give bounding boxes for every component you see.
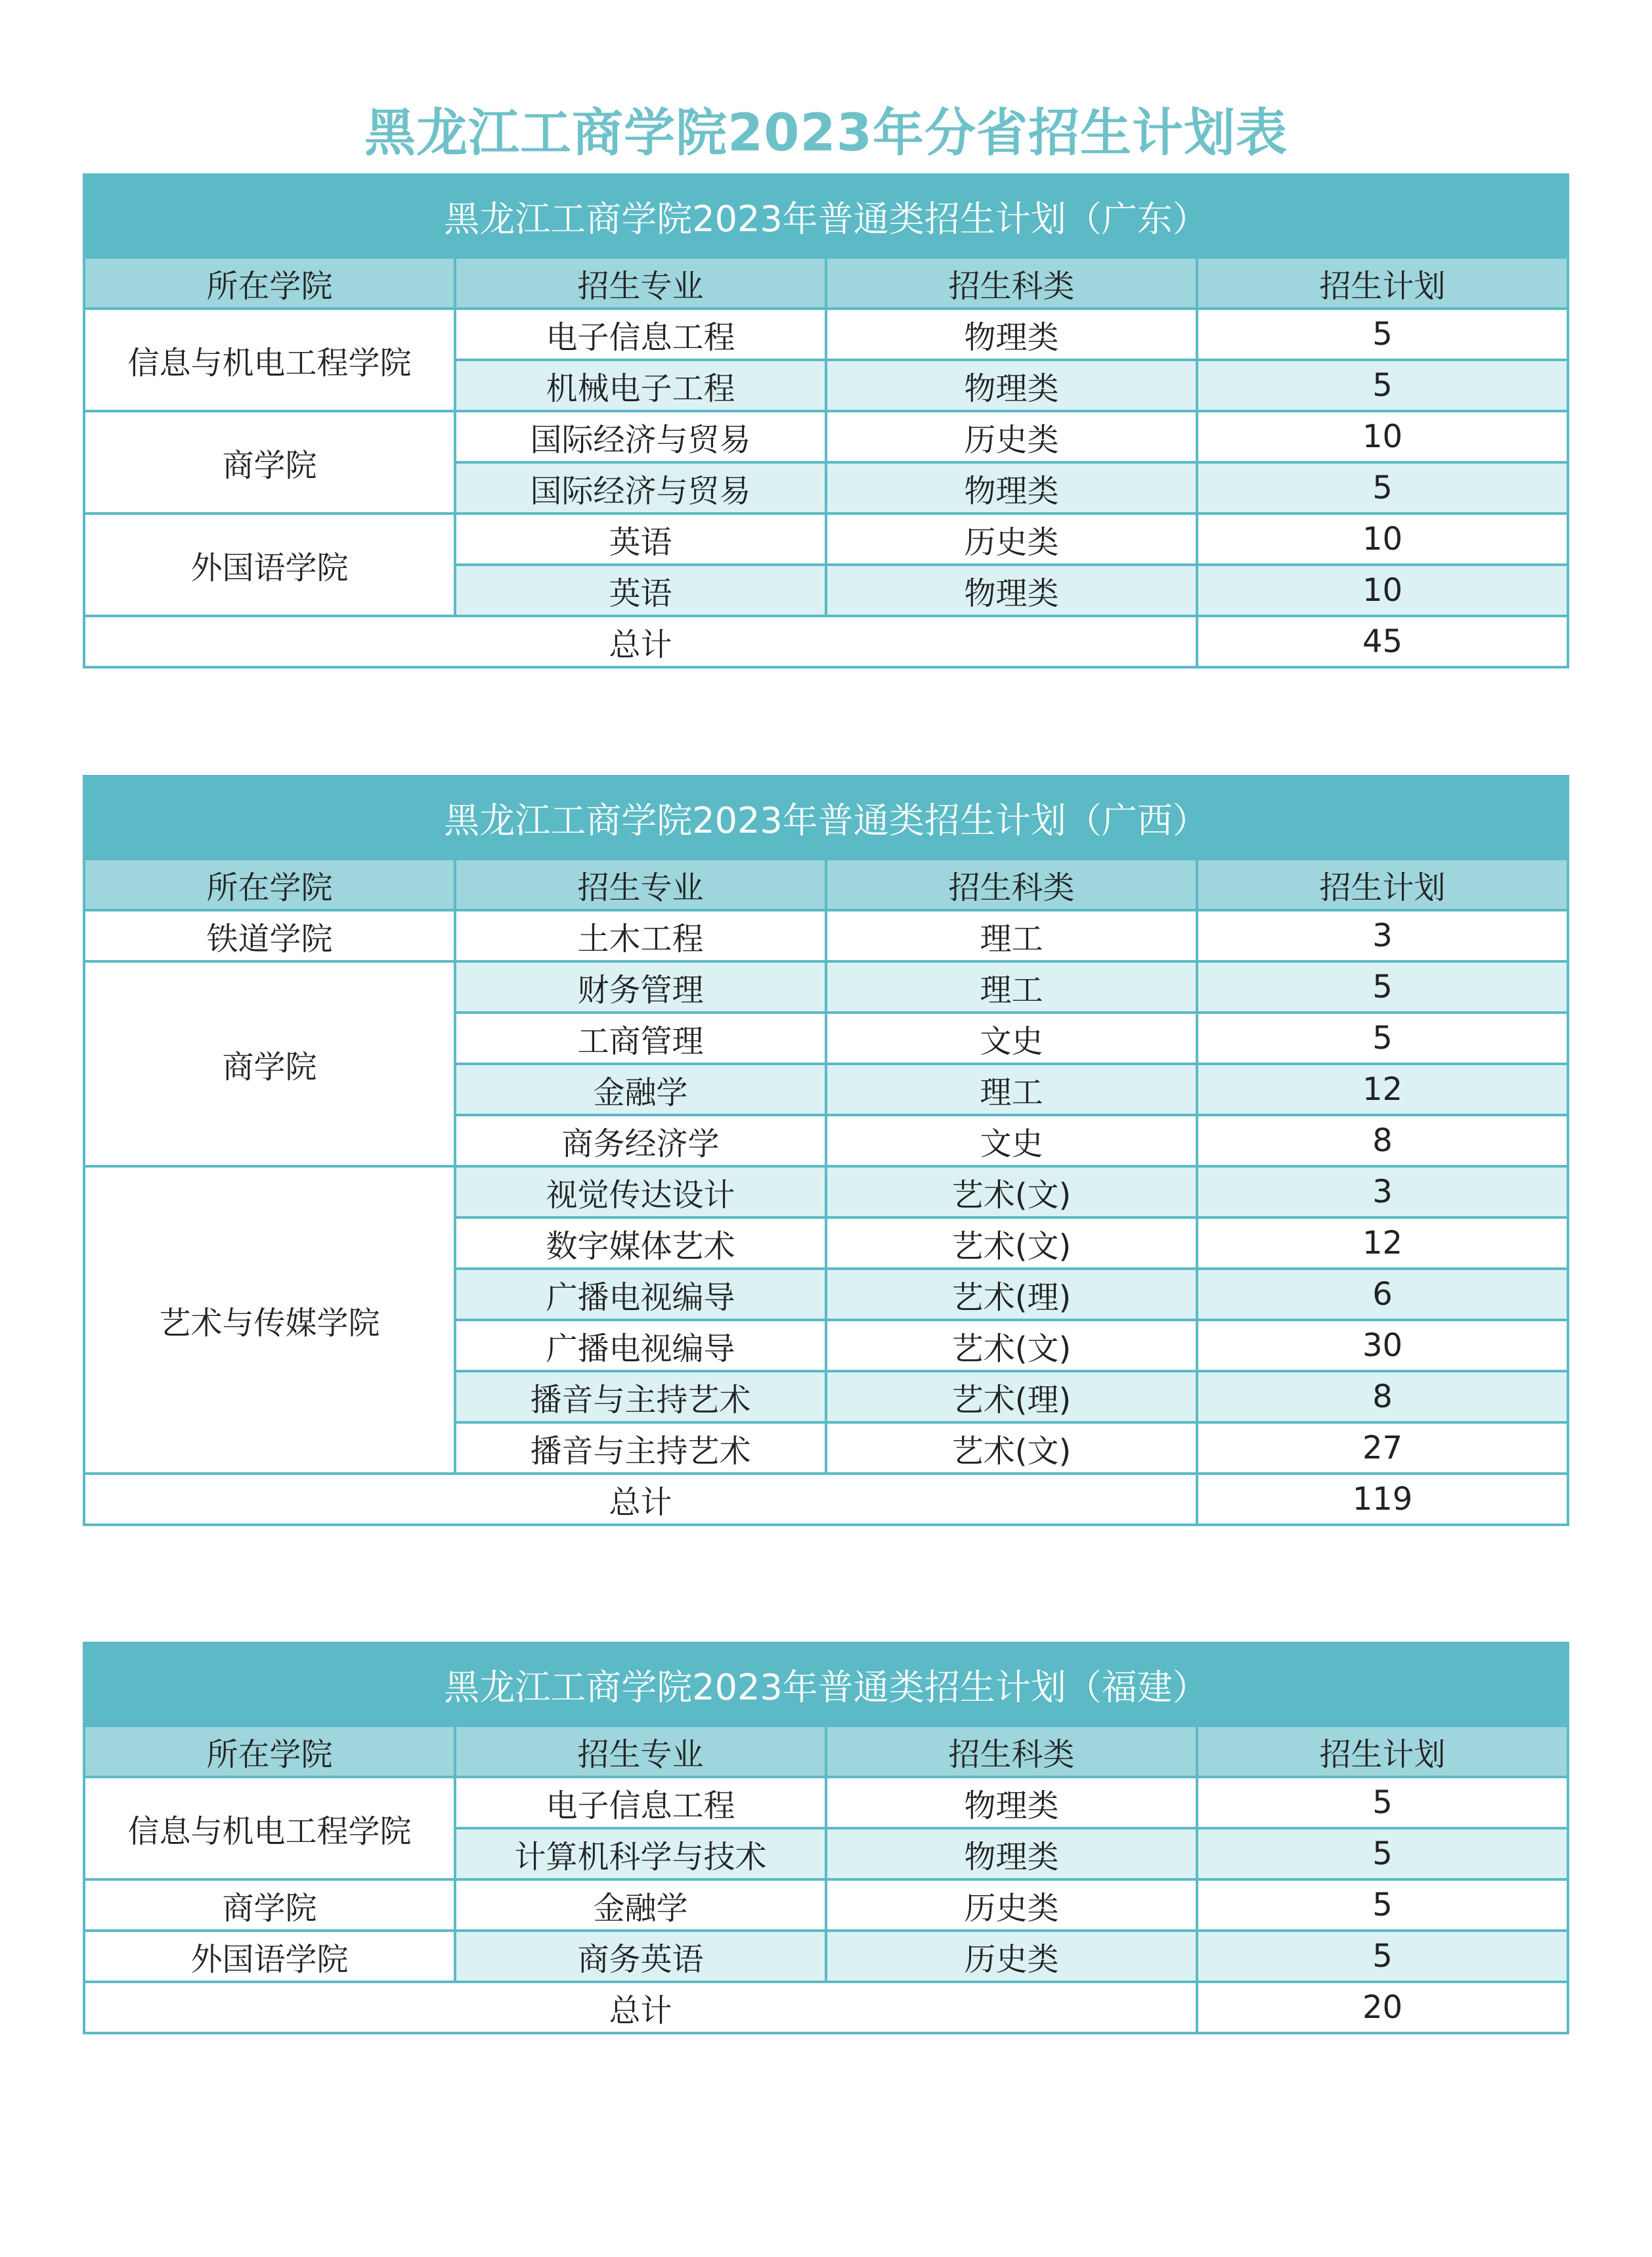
plan-header: 招生计划 xyxy=(1197,257,1568,309)
major-cell: 广播电视编导 xyxy=(455,1320,826,1371)
plan-cell: 5 xyxy=(1197,309,1568,360)
plan-cell: 6 xyxy=(1197,1269,1568,1320)
major-cell: 国际经济与贸易 xyxy=(455,411,826,462)
major-cell: 土木工程 xyxy=(455,910,826,961)
table-row xyxy=(84,910,1568,961)
plan-cell: 12 xyxy=(1197,1064,1568,1115)
college-header: 所在学院 xyxy=(84,1726,455,1777)
total-value: 20 xyxy=(1197,1982,1568,2033)
college-header: 所在学院 xyxy=(84,859,455,910)
plan-cell: 10 xyxy=(1197,411,1568,462)
plan-cell: 3 xyxy=(1197,1166,1568,1217)
plan-cell: 27 xyxy=(1197,1422,1568,1474)
major-cell: 播音与主持艺术 xyxy=(455,1371,826,1422)
major-header: 招生专业 xyxy=(455,1726,826,1777)
table-row xyxy=(84,309,1568,360)
plan-cell: 5 xyxy=(1197,1013,1568,1064)
major-cell: 商务英语 xyxy=(455,1931,826,1982)
enrollment-table-fujian xyxy=(83,1642,1569,2034)
total-label: 总计 xyxy=(84,1474,1197,1525)
table-row xyxy=(84,1166,1568,1217)
category-cell: 物理类 xyxy=(826,462,1197,514)
major-cell: 计算机科学与技术 xyxy=(455,1828,826,1879)
major-cell: 数字媒体艺术 xyxy=(455,1217,826,1269)
table-row xyxy=(84,1931,1568,1982)
category-cell: 艺术(文) xyxy=(826,1320,1197,1371)
page-title: 黑龙江工商学院2023年分省招生计划表 xyxy=(364,104,1288,163)
enrollment-table-guangxi xyxy=(83,775,1569,1526)
total-label: 总计 xyxy=(84,616,1197,667)
college-cell: 信息与机电工程学院 xyxy=(84,1777,455,1879)
plan-cell: 3 xyxy=(1197,910,1568,961)
category-header: 招生科类 xyxy=(826,859,1197,910)
category-cell: 物理类 xyxy=(826,1777,1197,1828)
major-cell: 英语 xyxy=(455,514,826,565)
table-row xyxy=(84,961,1568,1013)
category-cell: 物理类 xyxy=(826,360,1197,411)
plan-cell: 10 xyxy=(1197,565,1568,616)
major-cell: 电子信息工程 xyxy=(455,1777,826,1828)
category-cell: 理工 xyxy=(826,1064,1197,1115)
table-caption: 黑龙江工商学院2023年普通类招生计划（广东） xyxy=(84,175,1568,257)
major-header: 招生专业 xyxy=(455,257,826,309)
total-row xyxy=(84,1982,1568,2033)
college-cell: 铁道学院 xyxy=(84,910,455,961)
category-cell: 历史类 xyxy=(826,1931,1197,1982)
enrollment-table-guangdong xyxy=(83,173,1569,668)
plan-cell: 5 xyxy=(1197,1931,1568,1982)
category-cell: 物理类 xyxy=(826,309,1197,360)
major-cell: 视觉传达设计 xyxy=(455,1166,826,1217)
table-row xyxy=(84,411,1568,462)
college-cell: 外国语学院 xyxy=(84,514,455,616)
category-header: 招生科类 xyxy=(826,257,1197,309)
category-header: 招生科类 xyxy=(826,1726,1197,1777)
category-cell: 艺术(理) xyxy=(826,1269,1197,1320)
plan-cell: 8 xyxy=(1197,1115,1568,1166)
college-header: 所在学院 xyxy=(84,257,455,309)
plan-cell: 5 xyxy=(1197,1828,1568,1879)
category-cell: 历史类 xyxy=(826,514,1197,565)
major-cell: 工商管理 xyxy=(455,1013,826,1064)
college-cell: 商学院 xyxy=(84,411,455,514)
category-cell: 文史 xyxy=(826,1013,1197,1064)
table-row xyxy=(84,1879,1568,1931)
plan-cell: 10 xyxy=(1197,514,1568,565)
plan-cell: 5 xyxy=(1197,1777,1568,1828)
total-value: 119 xyxy=(1197,1474,1568,1525)
category-cell: 艺术(文) xyxy=(826,1166,1197,1217)
plan-cell: 5 xyxy=(1197,360,1568,411)
major-cell: 国际经济与贸易 xyxy=(455,462,826,514)
total-row xyxy=(84,1474,1568,1525)
category-cell: 文史 xyxy=(826,1115,1197,1166)
major-cell: 播音与主持艺术 xyxy=(455,1422,826,1474)
plan-cell: 5 xyxy=(1197,961,1568,1013)
plan-cell: 5 xyxy=(1197,462,1568,514)
major-cell: 机械电子工程 xyxy=(455,360,826,411)
plan-cell: 8 xyxy=(1197,1371,1568,1422)
major-cell: 财务管理 xyxy=(455,961,826,1013)
plan-header: 招生计划 xyxy=(1197,1726,1568,1777)
major-cell: 金融学 xyxy=(455,1064,826,1115)
major-cell: 金融学 xyxy=(455,1879,826,1931)
total-label: 总计 xyxy=(84,1982,1197,2033)
category-cell: 艺术(理) xyxy=(826,1371,1197,1422)
table-row xyxy=(84,1777,1568,1828)
category-cell: 物理类 xyxy=(826,565,1197,616)
table-caption: 黑龙江工商学院2023年普通类招生计划（广西） xyxy=(84,776,1568,859)
category-cell: 理工 xyxy=(826,910,1197,961)
plan-cell: 30 xyxy=(1197,1320,1568,1371)
table-row xyxy=(84,514,1568,565)
plan-cell: 12 xyxy=(1197,1217,1568,1269)
category-cell: 艺术(文) xyxy=(826,1217,1197,1269)
college-cell: 外国语学院 xyxy=(84,1931,455,1982)
major-cell: 电子信息工程 xyxy=(455,309,826,360)
table-caption: 黑龙江工商学院2023年普通类招生计划（福建） xyxy=(84,1643,1568,1726)
category-cell: 物理类 xyxy=(826,1828,1197,1879)
college-cell: 信息与机电工程学院 xyxy=(84,309,455,411)
category-cell: 艺术(文) xyxy=(826,1422,1197,1474)
total-row xyxy=(84,616,1568,667)
total-value: 45 xyxy=(1197,616,1568,667)
category-cell: 历史类 xyxy=(826,411,1197,462)
college-cell: 商学院 xyxy=(84,1879,455,1931)
major-header: 招生专业 xyxy=(455,859,826,910)
college-cell: 艺术与传媒学院 xyxy=(84,1166,455,1474)
college-cell: 商学院 xyxy=(84,961,455,1166)
plan-header: 招生计划 xyxy=(1197,859,1568,910)
category-cell: 历史类 xyxy=(826,1879,1197,1931)
category-cell: 理工 xyxy=(826,961,1197,1013)
plan-cell: 5 xyxy=(1197,1879,1568,1931)
major-cell: 英语 xyxy=(455,565,826,616)
major-cell: 广播电视编导 xyxy=(455,1269,826,1320)
major-cell: 商务经济学 xyxy=(455,1115,826,1166)
